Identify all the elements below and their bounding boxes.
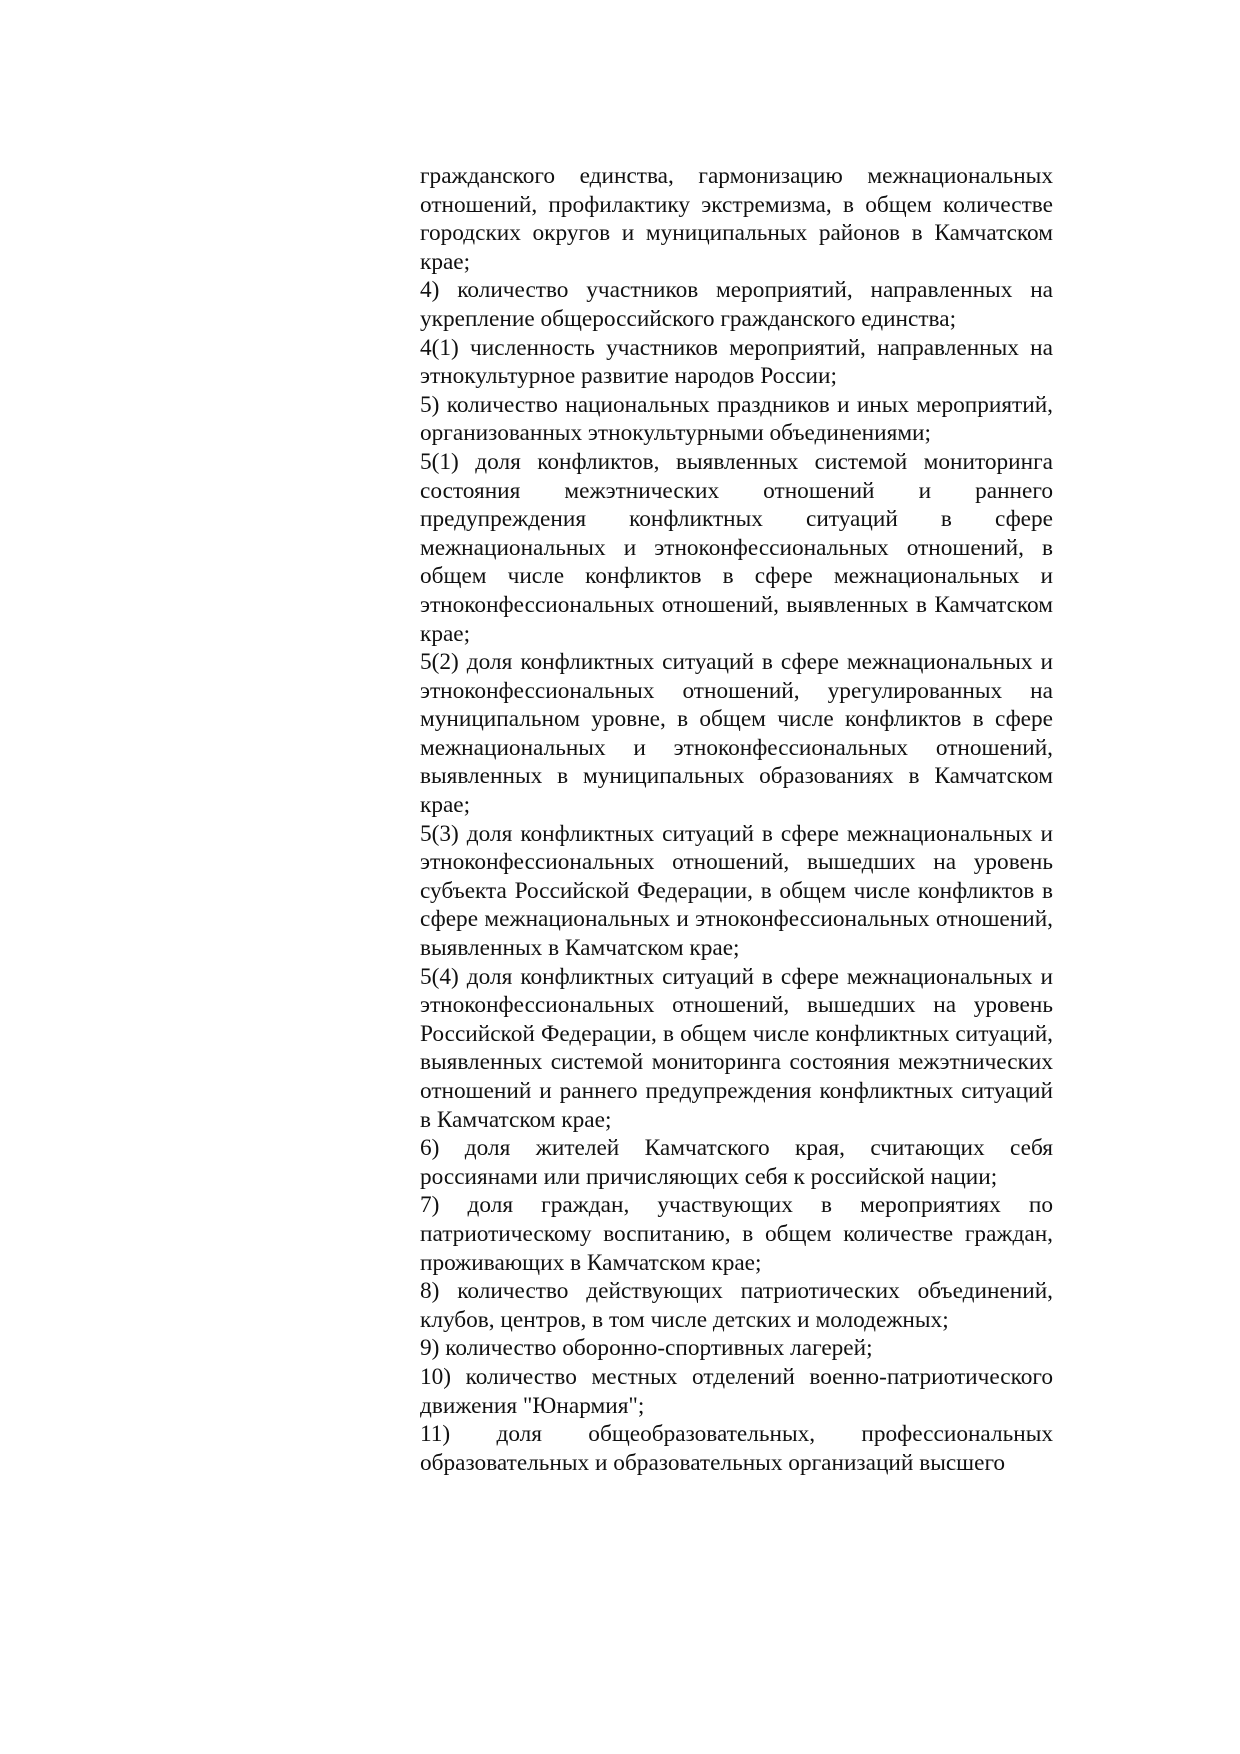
paragraph-item-9: 9) количество оборонно-спортивных лагерей; bbox=[420, 1335, 873, 1362]
document-body bbox=[420, 162, 1053, 1477]
paragraph-item-10: 10) количество местных отделений военно-патриотического движения "Юнармия"; bbox=[420, 1363, 1053, 1419]
paragraph-item-5-2: 5(2) доля конфликтных ситуаций в сфере межнациональных и этноконфессиональных отношений, урегулированных на муниципальном уровне, в общем числе конфликтов в сфере межнациональных и этноконфессиональных отношений, выявленных в муниципальных образованиях в Камчатском крае; bbox=[420, 649, 1053, 819]
paragraph-item-5-1: 5(1) доля конфликтов, выявленных системой мониторинга состояния межэтнических отношений и раннего предупреждения конфликтных ситуаций в сфере межнациональных и этноконфессиональных отношений, в общем числе конфликтов в сфере межнациональных и этноконфессиональных отношений, выявленных в Камчатском крае; bbox=[420, 448, 1053, 647]
paragraph-item-5-4: 5(4) доля конфликтных ситуаций в сфере межнациональных и этноконфессиональных отношений, вышедших на уровень Российской Федерации, в общем числе конфликтных ситуаций, выявленных системой мониторинга состояния межэтнических отношений и раннего предупреждения конфликтных ситуаций в Камчатском крае; bbox=[420, 963, 1053, 1133]
paragraph-item-6: 6) доля жителей Камчатского края, считающих себя россиянами или причисляющих себя к российской нации; bbox=[420, 1135, 1053, 1190]
paragraph-item-7: 7) доля граждан, участвующих в мероприятиях по патриотическому воспитанию, в общем количестве граждан, проживающих в Камчатском крае; bbox=[420, 1192, 1053, 1276]
paragraph-item-5: 5) количество национальных праздников и иных мероприятий, организованных этнокультурными объединениями; bbox=[420, 391, 1053, 447]
paragraph-item-4-1: 4(1) численность участников мероприятий, направленных на этнокультурное развитие народов России; bbox=[420, 334, 1053, 390]
paragraph-item-11: 11) доля общеобразовательных, профессиональных образовательных и образовательных организаций высшего bbox=[420, 1421, 1053, 1476]
paragraph-item-8: 8) количество действующих патриотических объединений, клубов, центров, в том числе детских и молодежных; bbox=[420, 1278, 1053, 1333]
paragraph-continuation: гражданского единства, гармонизацию межнациональных отношений, профилактику экстремизма, в общем количестве городских округов и муниципальных районов в Камчатском крае; bbox=[420, 163, 1053, 275]
paragraph-item-5-3: 5(3) доля конфликтных ситуаций в сфере межнациональных и этноконфессиональных отношений, вышедших на уровень субъекта Российской Федерации, в общем числе конфликтов в сфере межнациональных и этноконфессиональных отношений, выявленных в Камчатском крае; bbox=[420, 820, 1053, 962]
paragraph-item-4: 4) количество участников мероприятий, направленных на укрепление общероссийского гражданского единства; bbox=[420, 277, 1053, 332]
